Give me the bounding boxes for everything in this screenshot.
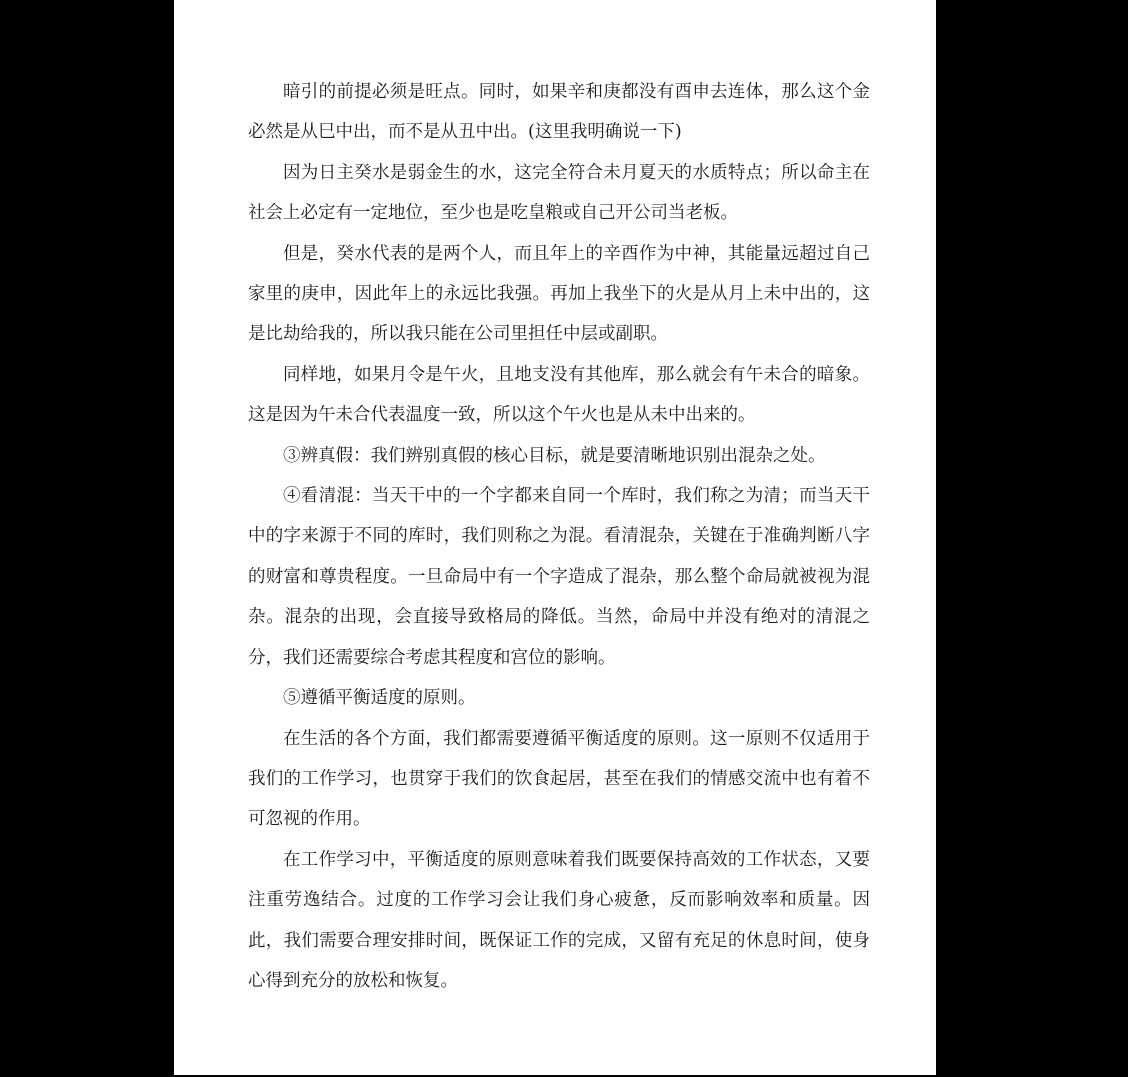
document-body	[248, 72, 870, 1001]
paragraph: 但是，癸水代表的是两个人，而且年上的辛酉作为中神，其能量远超过自己家里的庚申，因此年上的永远比我强。再加上我坐下的火是从月上未中出的，这是比劫给我的，所以我只能在公司里担任中层或副职。	[248, 243, 870, 345]
paragraph: 暗引的前提必须是旺点。同时，如果辛和庚都没有酉申去连体，那么这个金必然是从巳中出，而不是从丑中出。(这里我明确说一下)	[248, 82, 870, 143]
paragraph: 因为日主癸水是弱金生的水，这完全符合未月夏天的水质特点；所以命主在社会上必定有一定地位，至少也是吃皇粮或自己开公司当老板。	[248, 162, 870, 224]
paragraph: ③辨真假：我们辨别真假的核心目标，就是要清晰地识别出混杂之处。	[283, 445, 826, 466]
paragraph: 在生活的各个方面，我们都需要遵循平衡适度的原则。这一原则不仅适用于我们的工作学习，也贯穿于我们的饮食起居，甚至在我们的情感交流中也有着不可忽视的作用。	[248, 728, 870, 830]
document-page	[174, 0, 936, 1075]
paragraph: ⑤遵循平衡适度的原则。	[283, 688, 476, 709]
paragraph: 同样地，如果月令是午火，且地支没有其他库，那么就会有午未合的暗象。这是因为午未合代表温度一致，所以这个午火也是从未中出来的。	[248, 364, 870, 426]
paragraph: ④看清混：当天干中的一个字都来自同一个库时，我们称之为清；而当天干中的字来源于不同的库时，我们则称之为混。看清混杂，关键在于准确判断八字的财富和尊贵程度。一旦命局中有一个字造成了混杂，那么整个命局就被视为混杂。混杂的出现，会直接导致格局的降低。当然，命局中并没有绝对的清混之分，我们还需要综合考虑其程度和宫位的影响。	[248, 486, 870, 668]
paragraph: 在工作学习中，平衡适度的原则意味着我们既要保持高效的工作状态，又要注重劳逸结合。过度的工作学习会让我们身心疲惫，反而影响效率和质量。因此，我们需要合理安排时间，既保证工作的完成，又留有充足的休息时间，使身心得到充分的放松和恢复。	[248, 849, 870, 991]
